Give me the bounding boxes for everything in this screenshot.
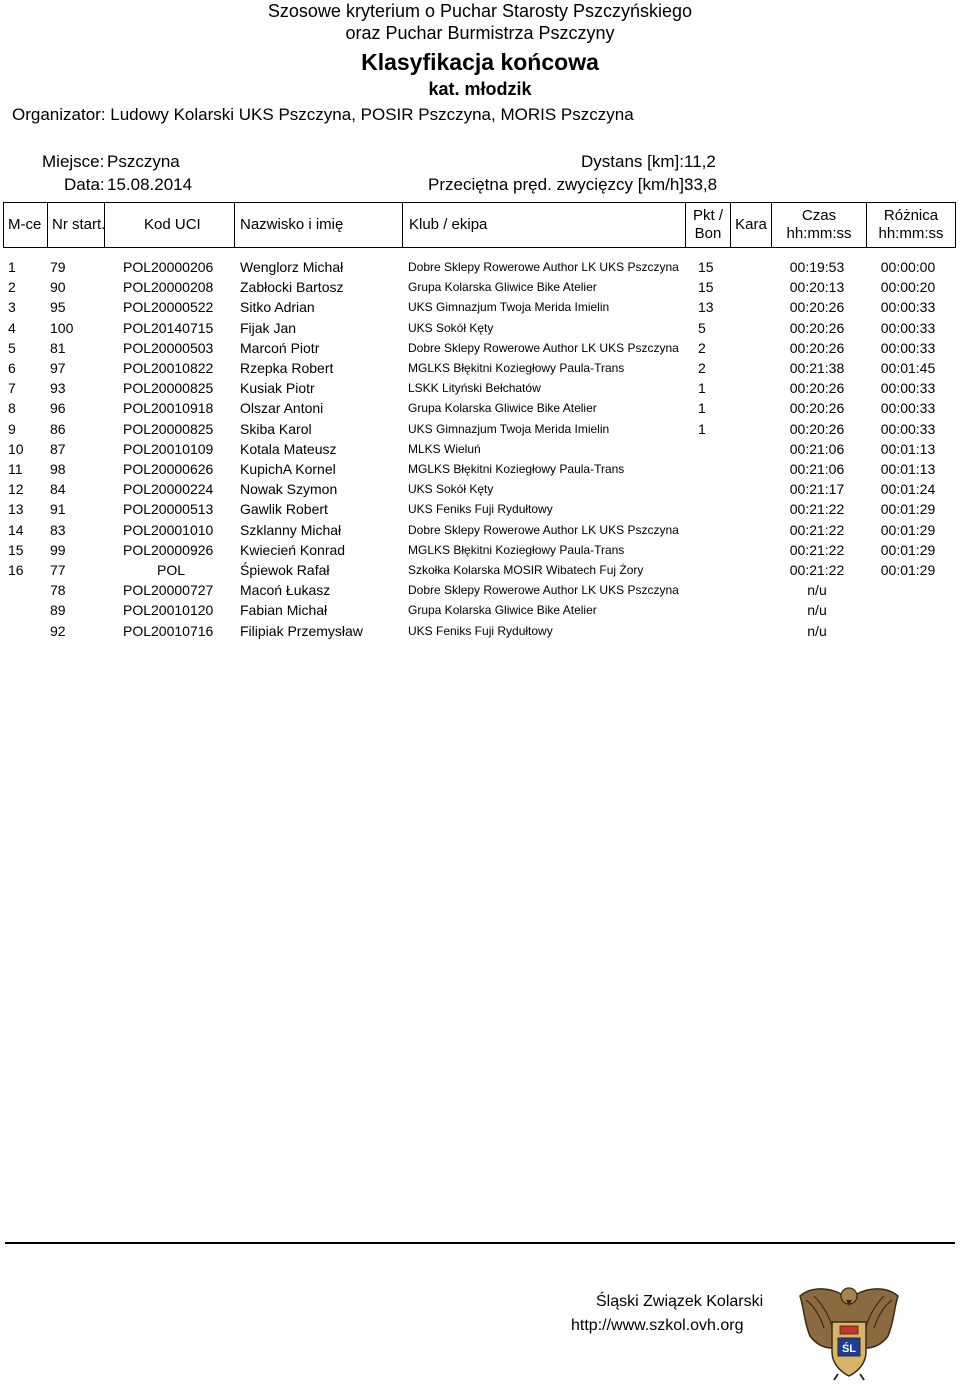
cell-time: 00:20:26 [789,380,845,397]
cell-place: 10 [8,440,24,457]
table-row [0,540,960,560]
cell-club: UKS Sokół Kęty [408,320,494,335]
cell-name: Gawlik Robert [240,501,328,518]
table-row [0,277,960,297]
organizer-text: Organizator: Ludowy Kolarski UKS Pszczyna, POSIR Pszczyna, MORIS Pszczyna [12,105,634,124]
cell-start: 97 [50,360,66,376]
cell-start: 83 [50,521,66,538]
cell-club: UKS Feniks Fuji Rydułtowy [408,623,553,638]
cell-club: UKS Sokół Kęty [408,482,494,497]
cell-time: n/u [807,582,827,599]
table-row [0,600,960,620]
cell-name: Filipiak Przemysław [240,622,363,639]
table-row [0,560,960,580]
cell-uci: POL20140715 [123,319,214,336]
cell-club: Dobre Sklepy Rowerowe Author LK UKS Pszczyna [408,522,679,537]
cell-time: 00:21:22 [789,501,845,518]
cell-pts: 1 [698,420,706,437]
cell-uci: POL20000224 [123,481,214,498]
cell-time: 00:20:26 [789,339,845,356]
cell-time: 00:20:26 [789,299,845,316]
table-row [0,398,960,418]
col-header-diff: Różnica hh:mm:ss [878,207,944,242]
col-header-place: M-ce [8,216,42,233]
cell-pts: 15 [698,259,714,275]
svg-text:ŚL: ŚL [841,1343,857,1355]
cell-name: Śpiewok Rafał [240,562,330,578]
footer-divider [5,1242,955,1244]
distance-label: Dystans [km]: [581,152,684,171]
cell-diff: 00:00:00 [880,259,936,275]
cell-place: 4 [8,319,16,336]
cell-name: Zabłocki Bartosz [240,279,344,296]
cell-time: 00:21:38 [789,360,845,376]
place-value: Pszczyna [107,152,180,171]
cell-pts: 5 [698,319,706,336]
table-row [0,378,960,398]
cell-start: 95 [50,299,66,316]
cell-place: 2 [8,279,16,296]
cell-time: 00:20:26 [789,400,845,417]
cell-diff: 00:00:33 [880,400,936,417]
distance-value: 11,2 [684,152,716,171]
cell-name: Sitko Adrian [240,299,315,316]
cell-start: 96 [50,400,66,417]
cell-club: Szkołka Kolarska MOSIR Wibatech Fuj Żory [408,563,644,577]
cell-place: 9 [8,420,16,437]
cell-name: Kotala Mateusz [240,440,337,457]
cell-start: 87 [50,440,66,457]
cell-name: Fabian Michał [240,602,328,619]
cell-uci: POL20000825 [123,380,214,397]
cell-start: 91 [50,501,66,518]
cell-pts: 2 [698,360,706,376]
cell-diff: 00:00:33 [880,319,936,336]
cell-uci: POL20000727 [123,582,214,599]
speed-value: 33,8 [684,175,718,194]
cell-place: 5 [8,339,16,356]
cell-diff: 00:01:29 [880,501,936,518]
cell-diff: 00:00:33 [880,380,936,397]
cell-uci: POL20000926 [123,541,214,558]
page-title: Klasyfikacja końcowa [361,49,599,75]
date-label: Data: [64,175,105,194]
cell-diff: 00:00:33 [880,299,936,316]
cell-uci: POL20000825 [123,420,214,437]
date-value: 15.08.2014 [107,175,193,194]
cell-name: KupichA Kornel [240,461,336,477]
col-header-club: Klub / ekipa [409,216,488,233]
cell-diff: 00:01:29 [880,562,936,578]
cell-name: Szklanny Michał [240,521,342,538]
cell-name: Wenglorz Michał [240,259,344,275]
cell-uci: POL20010918 [123,400,214,417]
cell-time: 00:21:22 [789,521,845,538]
cell-time: n/u [807,602,827,619]
eagle-crest-logo-icon [794,1282,904,1382]
cell-start: 86 [50,420,66,437]
cell-club: MGLKS Błękitni Koziegłowy Paula-Trans [408,361,625,375]
cell-pts: 1 [698,380,706,397]
cell-place: 11 [8,461,23,477]
cell-uci: POL20000208 [123,279,214,296]
cell-name: Rzepka Robert [240,360,334,376]
cell-diff: 00:00:33 [880,420,936,437]
cell-pts: 1 [698,400,706,417]
cell-start: 92 [50,622,66,639]
cell-name: Skiba Karol [240,420,312,437]
col-header-points: Pkt / Bon [692,207,723,242]
cell-start: 79 [50,259,66,275]
cell-start: 98 [50,461,66,477]
cell-place: 1 [8,259,16,275]
table-row [0,338,960,358]
cell-time: 00:20:26 [789,319,845,336]
cell-time: 00:20:26 [789,420,845,437]
col-header-time: Czas hh:mm:ss [786,207,852,242]
cell-club: Dobre Sklepy Rowerowe Author LK UKS Pszczyna [408,340,679,355]
cell-name: Macoń Łukasz [240,582,331,599]
cell-diff: 00:01:45 [880,360,936,376]
cell-start: 77 [50,562,66,578]
cell-place: 14 [8,521,24,538]
cell-diff: 00:01:24 [880,481,936,498]
cell-diff: 00:01:13 [880,440,936,457]
cell-time: 00:21:06 [789,440,845,457]
speed-label: Przeciętna pręd. zwycięzcy [km/h]: [428,175,689,194]
table-row [0,479,960,499]
cell-start: 99 [50,541,66,558]
cell-uci: POL20010120 [123,602,214,619]
cell-club: Dobre Sklepy Rowerowe Author LK UKS Pszczyna [408,260,679,274]
col-header-uci: Kod UCI [144,216,201,233]
cell-time: 00:21:22 [789,541,845,558]
cell-club: Grupa Kolarska Gliwice Bike Atelier [408,603,597,618]
table-row [0,358,960,378]
table-row [0,257,960,277]
cell-club: Grupa Kolarska Gliwice Bike Atelier [408,401,597,416]
cell-club: MGLKS Błękitni Koziegłowy Paula-Trans [408,542,625,557]
place-label: Miejsce: [42,152,105,171]
cell-uci: POL20000206 [123,259,214,275]
table-header [3,202,956,248]
cell-time: n/u [807,622,827,639]
cell-place: 8 [8,400,16,417]
cell-uci: POL20010822 [123,360,214,376]
col-header-name: Nazwisko i imię [240,216,344,233]
col-header-penalty: Kara [735,216,767,233]
cell-place: 3 [8,299,16,316]
association-url[interactable]: http://www.szkol.ovh.org [571,1317,744,1334]
cell-club: LSKK Lityński Bełchatów [408,381,541,396]
cell-name: Fijak Jan [240,319,297,336]
cell-start: 78 [50,582,66,599]
association-name: Śląski Związek Kolarski [596,1293,764,1310]
cell-uci: POL20010109 [123,440,214,457]
cell-club: MLKS Wieluń [408,441,481,456]
event-title-line1: Szosowe kryterium o Puchar Starosty Pszczyńskiego [267,1,693,21]
cell-pts: 13 [698,299,714,316]
table-row [0,580,960,600]
cell-time: 00:19:53 [789,259,845,275]
table-row [0,499,960,519]
cell-place: 6 [8,360,16,376]
table-row [0,459,960,479]
cell-uci: POL20000626 [123,461,214,477]
cell-name: Kwiecień Konrad [240,541,346,558]
category-label: kat. młodzik [428,79,532,99]
cell-diff: 00:01:13 [880,461,936,477]
col-header-start: Nr start. [52,216,106,233]
cell-start: 89 [50,602,66,619]
cell-place: 16 [8,562,24,578]
cell-uci: POL20000522 [123,299,214,316]
table-row [0,621,960,641]
cell-diff: 00:01:29 [880,521,936,538]
cell-place: 13 [8,501,24,518]
cell-club: UKS Feniks Fuji Rydułtowy [408,502,553,517]
cell-uci: POL [156,562,185,578]
cell-name: Nowak Szymon [240,481,338,498]
cell-start: 100 [50,319,74,336]
cell-uci: POL20000513 [123,501,214,518]
table-row [0,419,960,439]
cell-pts: 15 [698,279,714,296]
cell-club: Dobre Sklepy Rowerowe Author LK UKS Pszczyna [408,583,679,598]
cell-name: Marcoń Piotr [240,339,320,356]
cell-time: 00:21:22 [789,562,845,578]
table-row [0,297,960,317]
cell-time: 00:20:13 [789,279,845,296]
cell-uci: POL20000503 [123,339,214,356]
event-title-line2: oraz Puchar Burmistrza Pszczyny [345,23,615,43]
cell-club: MGLKS Błękitni Koziegłowy Paula-Trans [408,462,625,476]
cell-start: 90 [50,279,66,296]
cell-uci: POL20001010 [123,521,214,538]
cell-name: Kusiak Piotr [240,380,315,397]
cell-club: Grupa Kolarska Gliwice Bike Atelier [408,280,597,295]
cell-club: UKS Gimnazjum Twoja Merida Imielin [408,300,610,315]
cell-club: UKS Gimnazjum Twoja Merida Imielin [408,421,610,436]
cell-start: 93 [50,380,66,397]
cell-time: 00:21:06 [789,461,845,477]
cell-place: 15 [8,541,24,558]
cell-place: 12 [8,481,24,498]
table-row [0,520,960,540]
cell-place: 7 [8,380,16,397]
cell-start: 81 [50,339,66,356]
cell-diff: 00:00:33 [880,339,936,356]
cell-uci: POL20010716 [123,622,214,639]
cell-time: 00:21:17 [789,481,845,498]
cell-diff: 00:01:29 [880,541,936,558]
cell-name: Olszar Antoni [240,400,324,417]
cell-diff: 00:00:20 [880,279,936,296]
cell-pts: 2 [698,339,706,356]
table-row [0,318,960,338]
table-row [0,439,960,459]
cell-start: 84 [50,481,66,498]
